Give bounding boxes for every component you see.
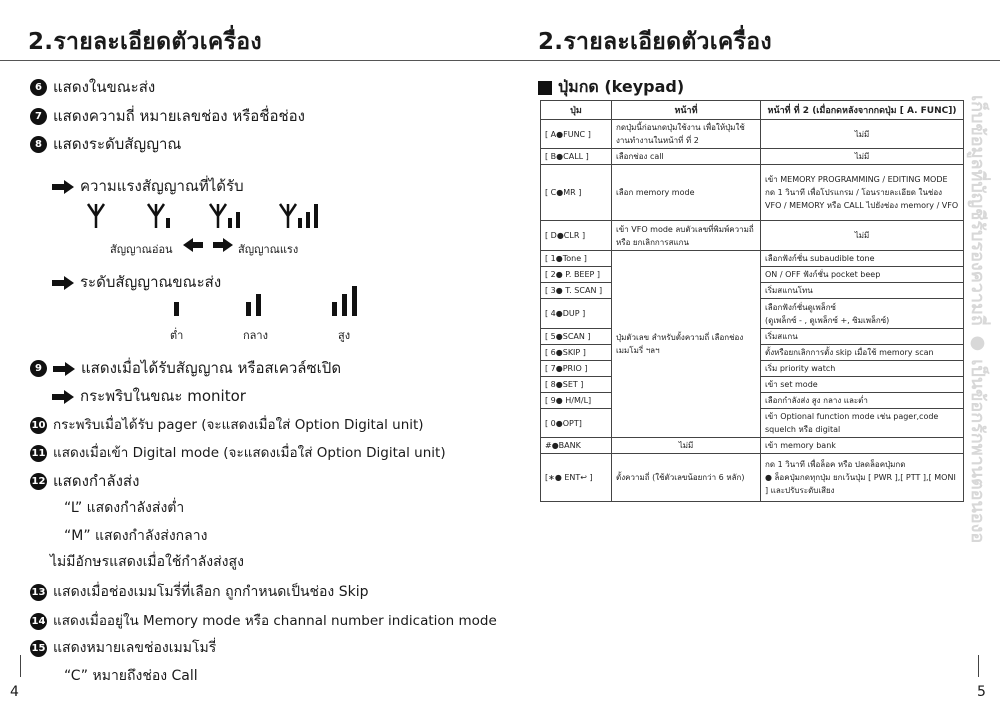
right-arrow-icon bbox=[52, 390, 74, 404]
item-11: 11 แสดงเมื่อเข้า Digital mode (จะแสดงเมื่อใส่ Option Digital unit) bbox=[31, 445, 446, 461]
tx-level-icons bbox=[170, 284, 370, 318]
high-label: สูง bbox=[338, 329, 351, 342]
number-badge: 8 bbox=[30, 136, 47, 153]
item-12: 12 แสดงกำลังส่ง bbox=[31, 472, 140, 490]
keypad-subtitle: ปุ่มกด (keypad) bbox=[538, 75, 684, 100]
strong-label: สัญญาณแรง bbox=[238, 243, 299, 256]
item-12c: ไม่มีอักษรแสดงเมื่อใช้กำลังส่งสูง bbox=[50, 554, 244, 570]
page-title-right: 2.รายละเอียดตัวเครื่อง bbox=[538, 29, 772, 55]
table-row: [∗● ENT↩ ] ตั้งความถี่ (ใช้ตัวเลขน้อยกว่า 6 หลัก) กด 1 วินาที เพื่อล็อค หรือ ปลดล็อคปุ่มกด ● ล็อคปุ่มกดทุกปุ่ม ยกเว้นปุ่ม [ PWR ],[ PTT ],[ MONI ] และปรับระดับเสียง bbox=[541, 454, 964, 502]
item-7: 7 แสดงความถี่ หมายเลขช่อง หรือชื่อช่อง bbox=[30, 104, 305, 128]
item-14: 14 แสดงเมื่ออยู่ใน Memory mode หรือ channal number indication mode bbox=[31, 613, 497, 629]
table-row: [ A●FUNC ] กดปุ่มนี้ก่อนกดปุ่มใช้งาน เพื่อให้ปุ่มใช้งานทำงานในหน้าที่ ที่ 2 ไม่มี bbox=[541, 120, 964, 149]
item-15a: “C” หมายถึงช่อง Call bbox=[64, 668, 198, 684]
antenna-icon bbox=[88, 204, 296, 228]
header-key: ปุ่ม bbox=[541, 101, 612, 120]
number-badge: 12 bbox=[30, 473, 47, 490]
item-13: 13 แสดงเมื่อช่องเมมโมรี่ที่เลือก ถูกกำหนดเป็นช่อง Skip bbox=[31, 584, 369, 600]
table-header-row bbox=[541, 101, 964, 120]
item-12a: “L” แสดงกำลังส่งต่ำ bbox=[64, 500, 185, 516]
number-badge: 11 bbox=[30, 445, 47, 462]
header-function: หน้าที่ bbox=[612, 101, 761, 120]
page-number-left: 4 bbox=[10, 684, 19, 700]
rx-signal-icons bbox=[86, 200, 326, 232]
item-10: 10 กระพริบเมื่อได้รับ pager (จะแสดงเมื่อใส่ Option Digital unit) bbox=[31, 417, 424, 433]
number-badge: 13 bbox=[30, 584, 47, 601]
item-12b: “M” แสดงกำลังส่งกลาง bbox=[64, 528, 208, 544]
mid-label: กลาง bbox=[243, 329, 268, 342]
table-row: [ C●MR ] เลือก memory mode เข้า MEMORY PROGRAMMING / EDITING MODE กด 1 วินาที เพื่อโปรแกรม / โอนรายละเอียด ในช่อง VFO / MEMORY หรือ CALL ไปยังช่อง memory / VFO bbox=[541, 165, 964, 221]
title-rule-left bbox=[0, 60, 500, 61]
number-badge: 15 bbox=[30, 640, 47, 657]
table-row: #●BANK ไม่มี เข้า memory bank bbox=[541, 438, 964, 454]
weak-label: สัญญาณอ่อน bbox=[110, 243, 173, 256]
table-row: [ 7●PRIO ] เริ่ม priority watch bbox=[541, 361, 964, 377]
table-row: [ 5●SCAN ] เริ่มสแกน bbox=[541, 329, 964, 345]
right-page bbox=[500, 0, 1000, 707]
double-arrow-icon bbox=[183, 238, 233, 252]
low-label: ต่ำ bbox=[170, 329, 184, 342]
number-badge: 7 bbox=[30, 108, 47, 125]
table-row: [ 4●DUP ] เลือกฟังก์ชั่นดูเพล็กซ์ (ดูเพล็กซ์ - , ดูเพล็กซ์ +, ซิมเพล็กซ์) bbox=[541, 299, 964, 329]
number-badge: 9 bbox=[30, 360, 47, 377]
page-number-right: 5 bbox=[977, 684, 986, 700]
table-row: [ 3● T. SCAN ] เริ่มสแกนโทน bbox=[541, 283, 964, 299]
number-badge: 10 bbox=[30, 417, 47, 434]
table-row: [ 8●SET ] เข้า set mode bbox=[541, 377, 964, 393]
title-rule-right bbox=[500, 60, 1000, 61]
table-row: [ D●CLR ] เข้า VFO mode ลบตัวเลขที่พิมพ์ความถี่ หรือ ยกเลิกการสแกน ไม่มี bbox=[541, 221, 964, 251]
header-function-2: หน้าที่ ที่ 2 (เมื่อกดหลังจากกดปุ่ม [ A. FUNC]) bbox=[761, 101, 964, 120]
table-row: [ B●CALL ] เลือกช่อง call ไม่มี bbox=[541, 149, 964, 165]
item-9b: กระพริบในขณะ monitor bbox=[52, 384, 246, 408]
item-6: 6 แสดงในขณะส่ง bbox=[30, 75, 155, 99]
table-row: [ 2● P. BEEP ] ON / OFF ฟังก์ชั่น pocket beep bbox=[541, 267, 964, 283]
tx-heading: ระดับสัญญาณขณะส่ง bbox=[52, 270, 221, 294]
table-row: [ 1●Tone ] ปุ่มตัวเลข สำหรับตั้งความถี่ เลือกช่องเมมโมรี่ ฯลฯ เลือกฟังก์ชั่น subaudible tone bbox=[541, 251, 964, 267]
table-row: [ 0●OPT] เข้า Optional function mode เช่น pager,code squelch หรือ digital bbox=[541, 409, 964, 438]
rx-heading: ความแรงสัญญาณที่ได้รับ bbox=[52, 174, 244, 198]
table-row: [ 6●SKIP ] ตั้งหรือยกเลิกการตั้ง skip เมื่อใช้ memory scan bbox=[541, 345, 964, 361]
crop-mark bbox=[20, 655, 21, 677]
item-9: 9 แสดงเมื่อได้รับสัญญาณ หรือสเควล์ซเปิด bbox=[30, 356, 341, 380]
side-margin-text: เก็บข้อมูลที่บัญชีรับรองความถี่ ● เป็นข้อกรักพานตอนองอ bbox=[967, 95, 988, 544]
keypad-table bbox=[540, 100, 964, 502]
item-8: 8 แสดงระดับสัญญาณ bbox=[30, 132, 181, 156]
right-arrow-icon bbox=[52, 180, 74, 194]
number-badge: 14 bbox=[30, 613, 47, 630]
right-arrow-icon bbox=[52, 276, 74, 290]
table-row: [ 9● H/M/L] เลือกกำลังส่ง สูง กลาง และต่ำ bbox=[541, 393, 964, 409]
crop-mark bbox=[978, 655, 979, 677]
number-keys-note: ปุ่มตัวเลข สำหรับตั้งความถี่ เลือกช่องเมมโมรี่ ฯลฯ bbox=[612, 251, 761, 438]
page-title-left: 2.รายละเอียดตัวเครื่อง bbox=[28, 29, 262, 55]
item-15: 15 แสดงหมายเลขช่องเมมโมรี่ bbox=[31, 640, 217, 656]
number-badge: 6 bbox=[30, 79, 47, 96]
right-arrow-icon bbox=[53, 362, 75, 376]
square-bullet-icon bbox=[538, 81, 552, 95]
